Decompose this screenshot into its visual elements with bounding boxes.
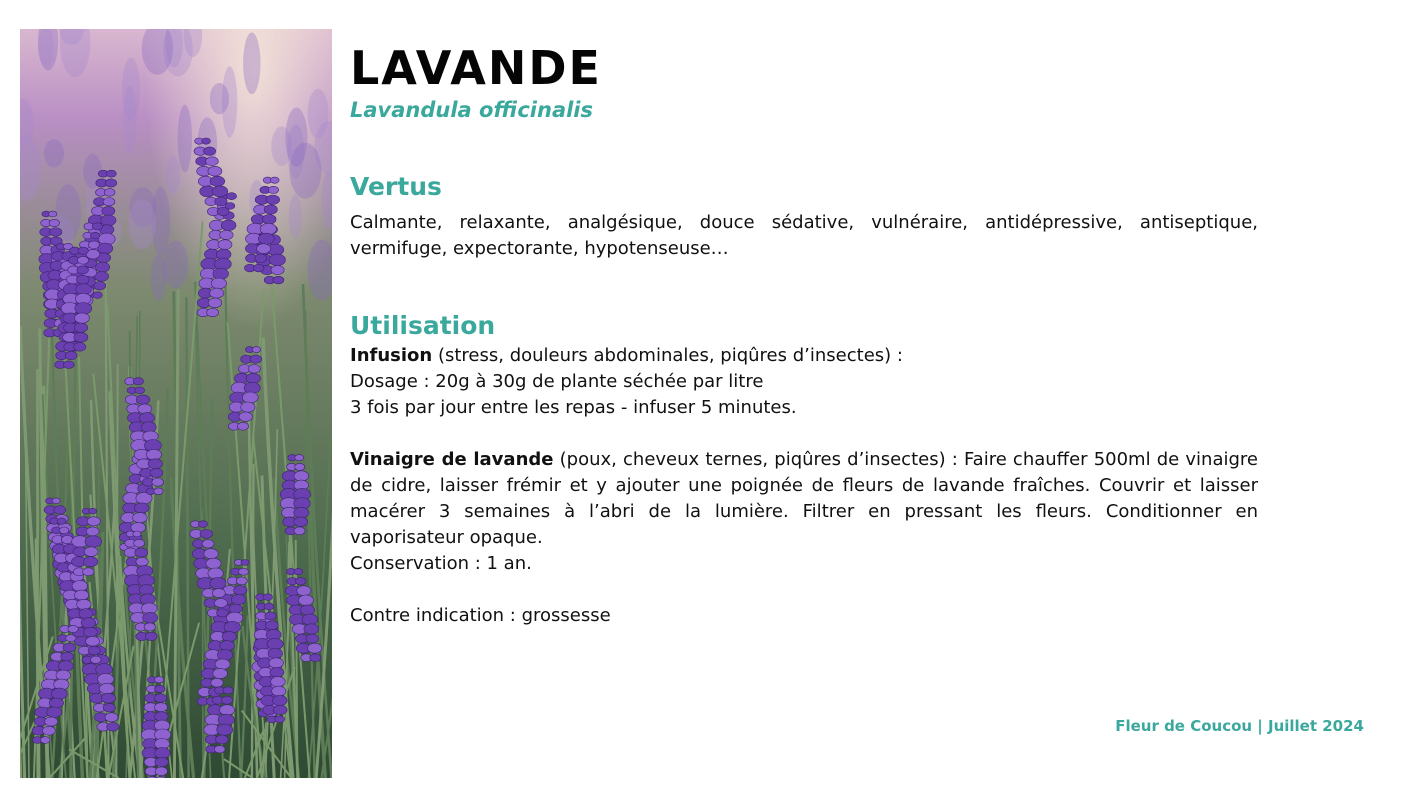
- vinaigre-paragraph: [350, 447, 1258, 551]
- vinaigre-text: (poux, cheveux ternes, piqûres d’insectes) : Faire chauffer 500ml de vinaigre de cidre, laisser frémir et y ajouter une poignée de fleurs de lavande fraîches. Couvrir et laisser macérer 3 semaines à l’abri de la lumière. Filtrer en pressant les fleurs. Conditionner en vaporisateur opaque.: [350, 449, 1258, 548]
- infusion-line: [350, 343, 1258, 369]
- conservation-line: Conservation : 1 an.: [350, 553, 532, 574]
- latin-name: Lavandula officinalis: [350, 98, 594, 122]
- vinaigre-label: Vinaigre de lavande: [350, 449, 554, 470]
- infusion-intro: (stress, douleurs abdominales, piqûres d’insectes) :: [432, 345, 903, 366]
- lavender-illustration: [20, 29, 332, 778]
- utilisation-heading: Utilisation: [350, 311, 496, 340]
- vertus-heading: Vertus: [350, 172, 442, 201]
- vertus-text: Calmante, relaxante, analgésique, douce sédative, vulnéraire, antidépressive, antiseptique, vermifuge, expectorante, hypotenseuse…: [350, 212, 1258, 259]
- lavender-photo: [20, 29, 332, 778]
- contre-indication: Contre indication : grossesse: [350, 605, 611, 626]
- content-area: [350, 40, 1258, 629]
- infusion-label: Infusion: [350, 345, 433, 366]
- page-title: LAVANDE: [350, 41, 602, 95]
- infusion-frequency: 3 fois par jour entre les repas - infuser 5 minutes.: [350, 397, 797, 418]
- footer-credit: Fleur de Coucou | Juillet 2024: [1115, 717, 1364, 735]
- infusion-dosage: Dosage : 20g à 30g de plante séchée par litre: [350, 371, 764, 392]
